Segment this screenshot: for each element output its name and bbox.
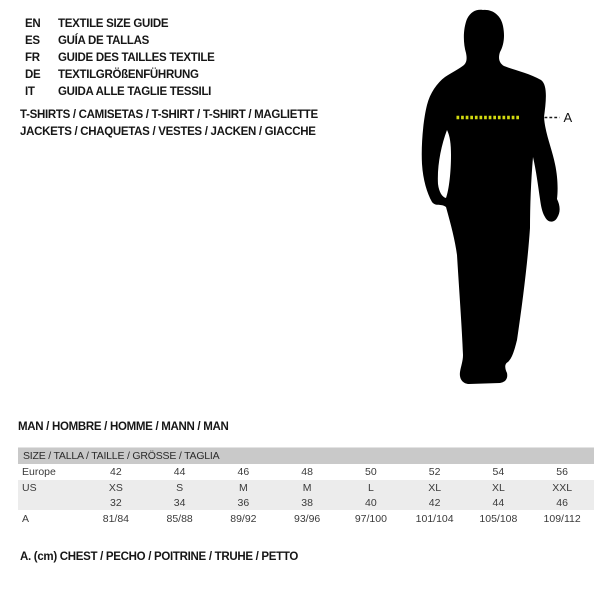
row-label: Europe: [22, 466, 56, 478]
size-cell: 89/92: [230, 513, 257, 525]
man-figure: [412, 4, 598, 390]
size-cell: XL: [403, 480, 467, 495]
size-cell: 46: [530, 495, 594, 510]
language-title: GUIDA ALLE TAGLIE TESSILI: [58, 86, 212, 98]
size-cell: 52: [428, 466, 441, 478]
table-row-chest-cm: [18, 510, 594, 528]
size-cell: 50: [365, 466, 377, 478]
language-title: GUIDE DES TAILLES TEXTILE: [58, 52, 215, 64]
size-cell: 56: [556, 466, 568, 478]
category-line: T-SHIRTS / CAMISETAS / T-SHIRT / T-SHIRT / MAGLIETTE: [20, 109, 318, 121]
category-line: JACKETS / CHAQUETAS / VESTES / JACKEN / GIACCHE: [20, 126, 316, 138]
language-title: GUÍA DE TALLAS: [58, 35, 149, 47]
size-cell: 44: [467, 495, 531, 510]
table-row-numeric: [18, 495, 594, 510]
size-cell: 40: [339, 495, 403, 510]
row-label: US: [18, 480, 84, 495]
size-cell: 109/112: [543, 513, 581, 525]
size-cell: 101/104: [415, 513, 454, 525]
size-cell: XXL: [530, 480, 594, 495]
size-cell: 36: [212, 495, 276, 510]
language-code: DE: [25, 69, 41, 81]
size-cell: 32: [84, 495, 148, 510]
size-cell: 97/100: [354, 513, 387, 525]
section-heading-man: MAN / HOMBRE / HOMME / MANN / MAN: [18, 421, 229, 433]
size-cell: 48: [301, 466, 313, 478]
language-row: [25, 67, 215, 84]
measurement-label-a: A: [563, 110, 573, 125]
size-cell: 42: [110, 466, 122, 478]
size-cell: 105/108: [479, 513, 518, 525]
language-code: EN: [25, 18, 41, 30]
language-code: IT: [25, 86, 35, 98]
man-silhouette: [422, 10, 560, 384]
size-cell: 85/88: [166, 513, 193, 525]
category-list: [20, 107, 318, 141]
footnote-chest-measurement: A. (cm) CHEST / PECHO / POITRINE / TRUHE / PETTO: [20, 551, 299, 563]
size-cell: 34: [148, 495, 212, 510]
language-row: [25, 16, 215, 33]
size-cell: 93/96: [293, 513, 321, 525]
language-title: TEXTILE SIZE GUIDE: [58, 18, 169, 30]
row-label: A: [22, 513, 30, 525]
size-cell: M: [212, 480, 276, 495]
size-cell: 46: [237, 466, 250, 478]
language-row: [25, 84, 215, 101]
size-cell: 44: [173, 466, 186, 478]
size-cell: M: [275, 480, 339, 495]
size-cell: 81/84: [102, 513, 130, 525]
table-row-us: [18, 480, 594, 495]
size-cell: S: [148, 480, 212, 495]
size-cell: 42: [403, 495, 467, 510]
language-row: [25, 50, 215, 67]
language-title: TEXTILGRÖßENFÜHRUNG: [58, 69, 199, 81]
size-table-header-row: [18, 448, 594, 465]
row-label: [18, 495, 84, 510]
size-cell: 38: [275, 495, 339, 510]
size-cell: L: [339, 480, 403, 495]
language-row: [25, 33, 215, 50]
size-table: [18, 447, 594, 528]
language-code: ES: [25, 35, 40, 47]
language-code: FR: [25, 52, 40, 64]
size-cell: 54: [492, 466, 505, 478]
language-list: [25, 16, 215, 101]
size-cell: XL: [467, 480, 531, 495]
size-cell: XS: [84, 480, 148, 495]
table-row-europe: [18, 464, 594, 480]
size-table-header: SIZE / TALLA / TAILLE / GRÖSSE / TAGLIA: [18, 448, 594, 465]
